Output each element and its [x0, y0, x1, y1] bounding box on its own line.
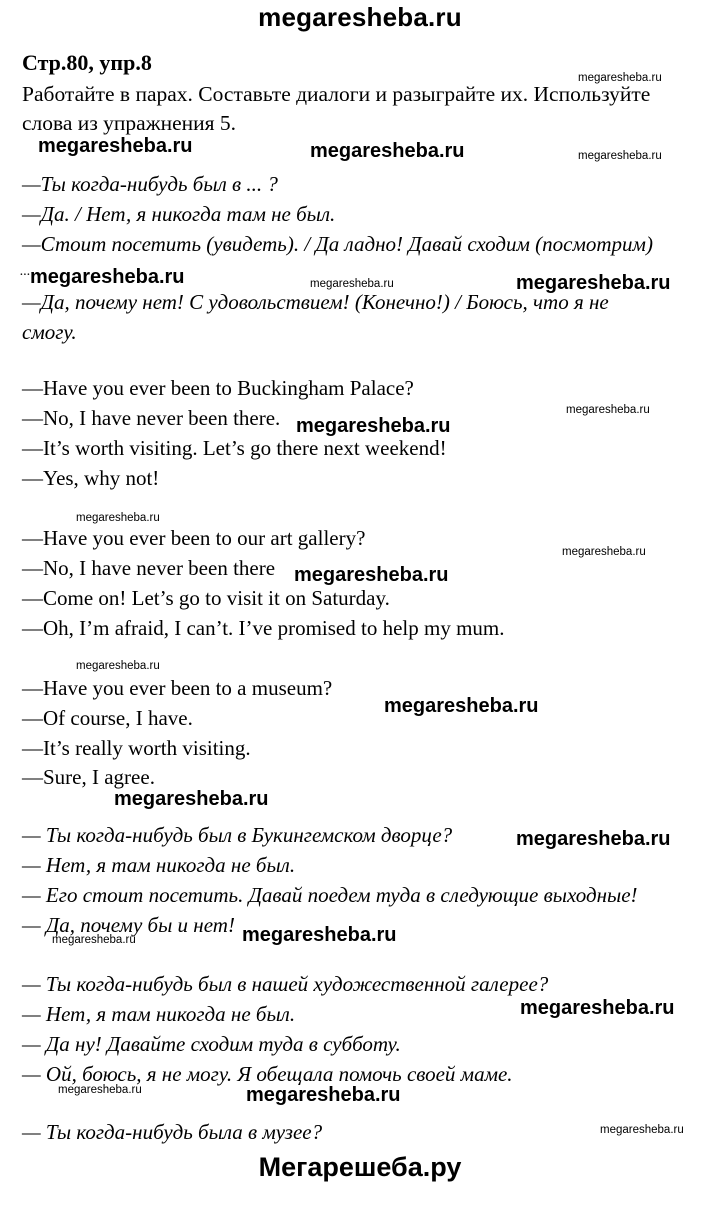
translation-line: — Его стоит посетить. Давай поедем туда в следующие выходные! — [22, 883, 638, 907]
translation-line: — Да ну! Давайте сходим туда в субботу. — [22, 1032, 401, 1056]
dialog-line: —No, I have never been there — [22, 556, 276, 580]
watermark-small: megaresheba.ru — [566, 404, 650, 416]
site-footer: Мегарешеба.ру — [258, 1152, 462, 1182]
watermark-large: megaresheba.ru — [310, 140, 465, 162]
dialog-line: —Of course, I have. — [22, 706, 193, 730]
template-line: —Ты когда-нибудь был в ... ? — [22, 172, 278, 196]
dialog-line: —Oh, I’m afraid, I can’t. I’ve promised to help my mum. — [22, 616, 505, 640]
template-line: —Стоит посетить (увидеть). / Да ладно! Давай сходим (посмотрим) — [22, 232, 653, 256]
dialog-line: —No, I have never been there. — [22, 406, 281, 430]
template-line: смогу. — [22, 320, 77, 344]
watermark-small: megaresheba.ru — [76, 660, 160, 672]
watermark-large: megaresheba.ru — [384, 695, 539, 717]
watermark-large: megaresheba.ru — [294, 564, 449, 586]
template-ellipsis: ... — [20, 264, 31, 279]
watermark-small: megaresheba.ru — [578, 150, 662, 162]
dialog-line: —Yes, why not! — [22, 466, 160, 490]
watermark-large: megaresheba.ru — [114, 788, 269, 810]
watermark-small: megaresheba.ru — [600, 1124, 684, 1136]
translation-line: — Нет, я там никогда не был. — [22, 1002, 296, 1026]
watermark-large: megaresheba.ru — [520, 997, 675, 1019]
template-line: —Да, почему нет! С удовольствием! (Конечно!) / Боюсь, что я не — [22, 290, 609, 314]
dialog-line: —Come on! Let’s go to visit it on Saturday. — [22, 586, 390, 610]
watermark-large: megaresheba.ru — [242, 924, 397, 946]
watermark-small: megaresheba.ru — [578, 72, 662, 84]
watermark-large: megaresheba.ru — [246, 1084, 401, 1106]
watermark-small: megaresheba.ru — [76, 512, 160, 524]
watermark-large: megaresheba.ru — [296, 415, 451, 437]
dialog-line: —Sure, I agree. — [22, 765, 155, 789]
template-line: —Да. / Нет, я никогда там не был. — [22, 202, 336, 226]
dialog-line: —Have you ever been to a museum? — [22, 676, 333, 700]
watermark-large: megaresheba.ru — [30, 266, 185, 288]
translation-line: — Ты когда-нибудь был в нашей художественной галерее? — [22, 972, 549, 996]
site-header: megaresheba.ru — [258, 2, 462, 32]
translation-line: — Нет, я там никогда не был. — [22, 853, 296, 877]
task-instruction: Работайте в парах. Составьте диалоги и разыграйте их. Используйте слова из упражнения 5. — [22, 82, 651, 135]
translation-line: — Ты когда-нибудь был в Букингемском дворце? — [22, 823, 453, 847]
watermark-large: megaresheba.ru — [516, 828, 671, 850]
watermark-small: megaresheba.ru — [562, 546, 646, 558]
translation-line: — Да, почему бы и нет! — [22, 913, 235, 937]
watermark-small: megaresheba.ru — [52, 934, 136, 946]
translation-line: — Ой, боюсь, я не могу. Я обещала помочь своей маме. — [22, 1062, 513, 1086]
dialog-line: —Have you ever been to our art gallery? — [22, 526, 366, 550]
watermark-large: megaresheba.ru — [38, 135, 193, 157]
dialog-line: —It’s really worth visiting. — [22, 736, 251, 760]
watermark-small: megaresheba.ru — [58, 1084, 142, 1096]
dialog-line: —Have you ever been to Buckingham Palace? — [22, 376, 414, 400]
task-title: Стр.80, упр.8 — [22, 50, 152, 75]
dialog-line: —It’s worth visiting. Let’s go there next weekend! — [22, 436, 447, 460]
watermark-large: megaresheba.ru — [516, 272, 671, 294]
watermark-small: megaresheba.ru — [310, 278, 394, 290]
translation-line: — Ты когда-нибудь была в музее? — [22, 1120, 323, 1144]
